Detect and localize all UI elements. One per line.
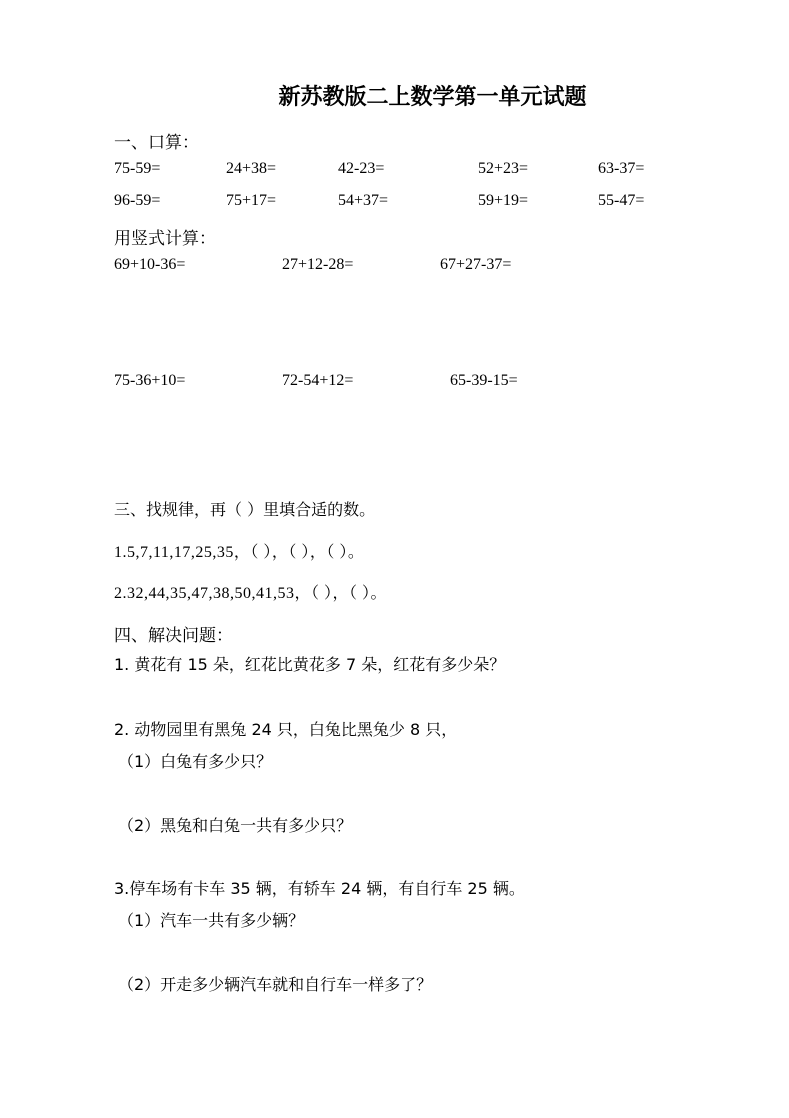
section-heading-word-problems: 四、解决问题： xyxy=(114,626,233,646)
word-problem-3: 3.停车场有卡车 35 辆，有轿车 24 辆，有自行车 25 辆。 xyxy=(114,879,525,898)
word-problem-2: 2. 动物园里有黑兔 24 只，白兔比黑兔少 8 只， xyxy=(114,720,458,739)
mental-math-item: 55-47= xyxy=(598,192,645,209)
mental-math-item: 75-59= xyxy=(114,160,161,177)
word-problem-3-part-1: （1）汽车一共有多少辆？ xyxy=(118,911,305,930)
mental-math-item: 63-37= xyxy=(598,160,645,177)
word-problem-2-part-1: （1）白兔有多少只？ xyxy=(118,752,273,771)
word-problem-3-part-2: （2）开走多少辆汽车就和自行车一样多了？ xyxy=(118,975,433,994)
word-problem-2-part-2: （2）黑兔和白兔一共有多少只？ xyxy=(118,816,353,835)
word-problem-1: 1. 黄花有 15 朵，红花比黄花多 7 朵，红花有多少朵？ xyxy=(114,655,506,674)
mental-math-item: 96-59= xyxy=(114,192,161,209)
pattern-question-1: 1.5,7,11,17,25,35，（ ），（ ），（ ）。 xyxy=(114,544,365,561)
mental-math-item: 59+19= xyxy=(478,192,529,209)
vertical-calc-item: 69+10-36= xyxy=(114,256,186,273)
section-heading-vertical-calc: 用竖式计算： xyxy=(114,229,216,249)
mental-math-item: 75+17= xyxy=(226,192,277,209)
vertical-calc-item: 72-54+12= xyxy=(282,372,354,389)
mental-math-item: 54+37= xyxy=(338,192,389,209)
vertical-calc-item: 27+12-28= xyxy=(282,256,354,273)
page-title: 新苏教版二上数学第一单元试题 xyxy=(278,85,587,110)
vertical-calc-item: 67+27-37= xyxy=(440,256,512,273)
pattern-question-2: 2.32,44,35,47,38,50,41,53，（ ），（ ）。 xyxy=(114,585,388,602)
mental-math-item: 42-23= xyxy=(338,160,385,177)
section-heading-patterns: 三、找规律，再（ ）里填合适的数。 xyxy=(114,500,376,519)
section-heading-mental-math: 一、口算： xyxy=(114,133,199,153)
mental-math-item: 24+38= xyxy=(226,160,277,177)
vertical-calc-item: 65-39-15= xyxy=(450,372,518,389)
vertical-calc-item: 75-36+10= xyxy=(114,372,186,389)
mental-math-item: 52+23= xyxy=(478,160,529,177)
